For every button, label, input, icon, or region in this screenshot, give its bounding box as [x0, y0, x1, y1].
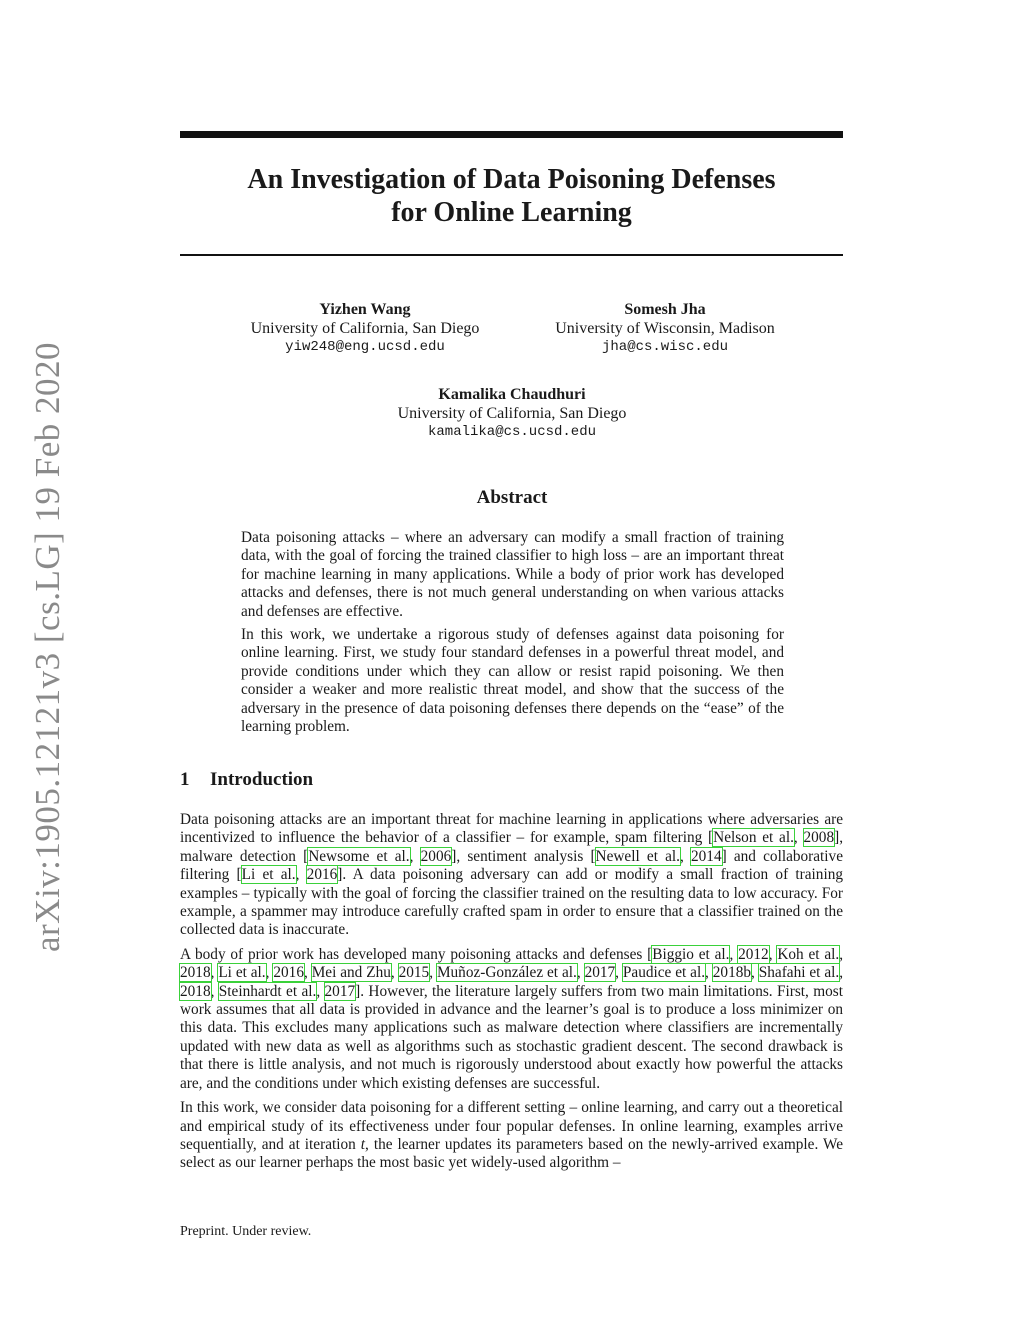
abstract-heading: Abstract	[476, 487, 548, 508]
text-run: ,	[303, 964, 312, 982]
citation-link[interactable]: 2008	[803, 829, 835, 847]
text-run: ,	[390, 964, 399, 982]
text-run: ,	[615, 964, 623, 982]
text-run: , the learner updates its parameters based on the newly-arrived example. We select as our learner perhaps the most basic yet widely-used algorithm –	[180, 1135, 844, 1172]
citation-link[interactable]: Muñoz-González et al.	[436, 964, 577, 982]
author-block	[362, 385, 662, 442]
text-run: In this work, we consider data poisoning for a different setting – online learning, and carry out a theoretical and empirical study of its effectiveness under four popular defenses. In online learning, examples arrive sequentially, and at iteration	[180, 1099, 843, 1153]
text-run: ,	[316, 982, 325, 1000]
citation-link[interactable]: Biggio et al.	[652, 945, 730, 963]
citation-link[interactable]: Paudice et al.	[622, 964, 706, 982]
text-run: ,	[729, 945, 739, 963]
body-paragraph	[180, 811, 843, 940]
citation-link[interactable]: 2018	[180, 964, 211, 982]
author-name: Kamalika Chaudhuri	[438, 386, 586, 403]
title-bottom-rule	[180, 254, 843, 256]
footer-note: Preprint. Under review.	[180, 1224, 312, 1239]
citation-link[interactable]: Li et al.	[241, 866, 296, 884]
abstract-paragraph: In this work, we undertake a rigorous study of defenses against data poisoning for online learning. First, we study four standard defenses in a powerful threat model, and provide conditions under which they can allow or resist rapid poisoning. We then consider a weaker and more realistic threat model, and show that the success of the adversary in the presence of data poisoning defenses there depends on the “ease” of the learning problem.	[241, 626, 784, 736]
text-run: ] and collaborative filtering [	[180, 847, 843, 884]
text-run: ,	[295, 866, 307, 884]
citation-link[interactable]: 2016	[273, 964, 304, 982]
text-run: Data poisoning attacks are an important threat for machine learning in applications where adversaries are incentivized to influence the behavior of a classifier – for example, spam filtering [	[180, 811, 843, 847]
author-email[interactable]: kamalika@cs.ucsd.edu	[427, 424, 597, 440]
author-affiliation: University of California, San Diego	[250, 320, 480, 337]
title-line-2: for Online Learning	[391, 197, 632, 228]
text-run: ], sentiment analysis [	[451, 847, 596, 865]
body-paragraph	[180, 1099, 843, 1173]
text-run: ]. A data poisoning adversary can add or modify a small fraction of training examples – typically with the goal of forcing the classifier trained on the resulting data to low accuracy. For example, a spammer may introduce carefully crafted spam in order to ensure that a classifier trained on the collected data is inaccurate.	[180, 866, 843, 939]
text-run: ,	[839, 945, 844, 963]
text-run: ,	[679, 847, 691, 865]
body-paragraph	[180, 946, 843, 1093]
section-title: Introduction	[210, 769, 314, 790]
author-affiliation: University of California, San Diego	[397, 405, 627, 422]
author-block	[520, 300, 810, 357]
citation-link[interactable]: 2016	[306, 866, 338, 884]
citation-link[interactable]: 2006	[420, 847, 452, 865]
section-number: 1	[180, 769, 190, 790]
citation-link[interactable]: Newell et al.	[595, 847, 680, 865]
citation-link[interactable]: 2017	[324, 982, 356, 1000]
author-email[interactable]: jha@cs.wisc.edu	[601, 339, 729, 355]
citation-link[interactable]: Nelson et al.	[713, 829, 794, 847]
introduction-body	[180, 811, 843, 1179]
text-run: ,	[210, 964, 219, 982]
text-run: ,	[705, 964, 713, 982]
text-run: ,	[210, 982, 219, 1000]
citation-link[interactable]: Steinhardt et al.	[218, 982, 317, 1000]
citation-link[interactable]: 2018b	[712, 964, 752, 982]
citation-link[interactable]: Shafahi et al.	[758, 964, 840, 982]
text-run: ,	[839, 964, 844, 982]
text-run: ,	[265, 964, 274, 982]
math-variable: t	[360, 1135, 366, 1153]
text-run: A body of prior work has developed many poisoning attacks and defenses [	[180, 945, 653, 963]
text-run: ,	[429, 964, 437, 982]
citation-link[interactable]: Koh et al.	[777, 945, 840, 963]
citation-link[interactable]: Newsome et al.	[308, 847, 410, 865]
section-heading-introduction	[180, 769, 313, 791]
author-block	[220, 300, 510, 357]
paper-title	[180, 163, 843, 229]
citation-link[interactable]: 2017	[584, 964, 616, 982]
citation-link[interactable]: 2018	[180, 982, 211, 1000]
title-line-1: An Investigation of Data Poisoning Defenses	[247, 164, 776, 195]
abstract-body	[241, 529, 784, 741]
author-affiliation: University of Wisconsin, Madison	[555, 320, 775, 337]
citation-link[interactable]: Mei and Zhu	[311, 964, 391, 982]
title-top-rule	[180, 131, 843, 138]
citation-link[interactable]: 2012	[738, 945, 769, 963]
author-email[interactable]: yiw248@eng.ucsd.edu	[285, 339, 445, 355]
text-run: ,	[768, 945, 778, 963]
citation-link[interactable]: 2015	[398, 964, 430, 982]
text-run: ], malware detection [	[180, 829, 844, 865]
citation-link[interactable]: Li et al.	[218, 964, 266, 982]
abstract-paragraph: Data poisoning attacks – where an adversary can modify a small fraction of training data, with the goal of forcing the trained classifier to high loss – are an important threat for machine learning in many applications. While a body of prior work has developed attacks and defenses, there is not much general understanding on when various attacks and defenses are effective.	[241, 529, 784, 620]
text-run: ,	[576, 964, 585, 982]
author-name: Yizhen Wang	[319, 301, 411, 318]
citation-link[interactable]: 2014	[691, 847, 722, 865]
text-run: ]. However, the literature largely suffers from two main limitations. First, most work assumes that all data is provided in advance and the learner’s goal is to produce a loss minimizer on this data. This excludes many applications such as malware detection where classifiers are incrementally updated with new data as well as algorithms such as stochastic gradient descent. The second drawback is that there is little analysis, and not much is rigorously understood about exactly how powerful the attacks are, and the conditions under which existing defenses are successful.	[180, 982, 843, 1092]
text-run: ,	[751, 964, 759, 982]
author-name: Somesh Jha	[624, 301, 706, 318]
text-run: ,	[793, 829, 804, 847]
arxiv-stamp: arXiv:1905.12121v3 [cs.LG] 19 Feb 2020	[28, 341, 67, 953]
text-run: ,	[409, 847, 421, 865]
